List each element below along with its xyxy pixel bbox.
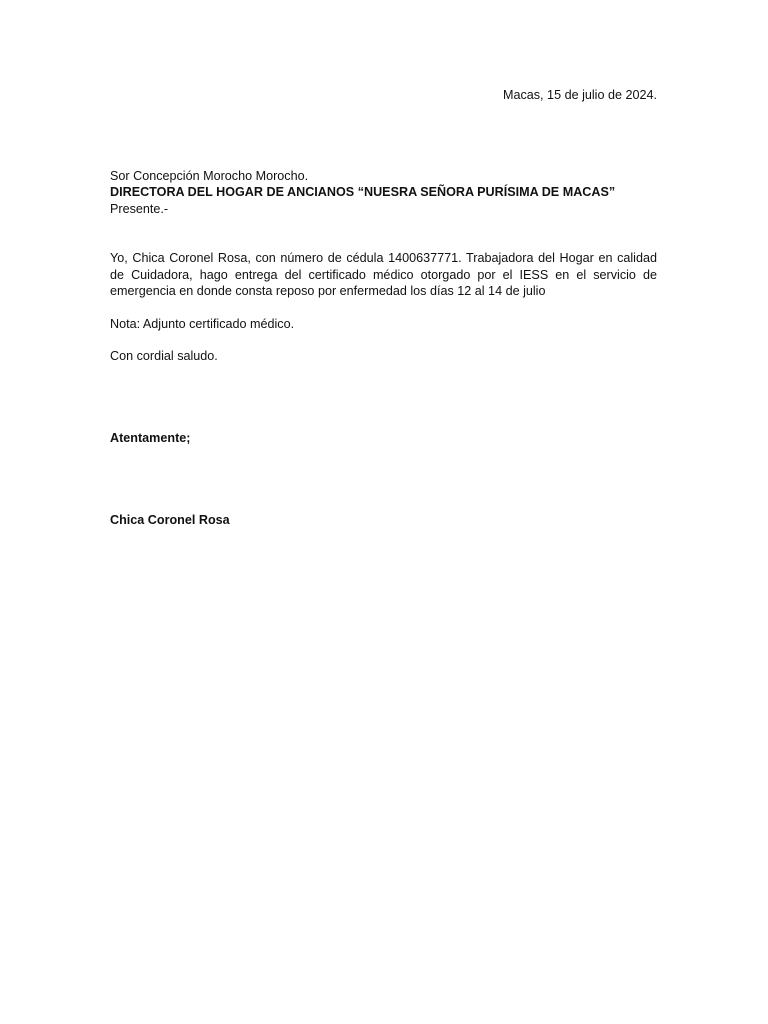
- body-line: de Cuidadora, hago entrega del certificado médico otorgado por el IESS en el servicio de: [110, 267, 657, 282]
- closing-line: Con cordial saludo.: [110, 349, 218, 363]
- signature-name: Chica Coronel Rosa: [110, 513, 230, 527]
- attachment-note: Nota: Adjunto certificado médico.: [110, 317, 295, 331]
- recipient-title: DIRECTORA DEL HOGAR DE ANCIANOS “NUESRA SEÑORA PURÍSIMA DE MACAS”: [110, 185, 616, 199]
- letter-date: Macas, 15 de julio de 2024.: [502, 88, 657, 102]
- greeting: Presente.-: [110, 202, 169, 216]
- regards-line: Atentamente;: [110, 431, 191, 445]
- body-line: emergencia en donde consta reposo por enfermedad los días 12 al 14 de julio: [110, 284, 546, 298]
- letter-body: [110, 250, 657, 300]
- recipient-name: Sor Concepción Morocho Morocho.: [110, 169, 309, 183]
- body-line: Yo, Chica Coronel Rosa, con número de cédula 1400637771. Trabajadora del Hogar en calidad: [110, 251, 657, 265]
